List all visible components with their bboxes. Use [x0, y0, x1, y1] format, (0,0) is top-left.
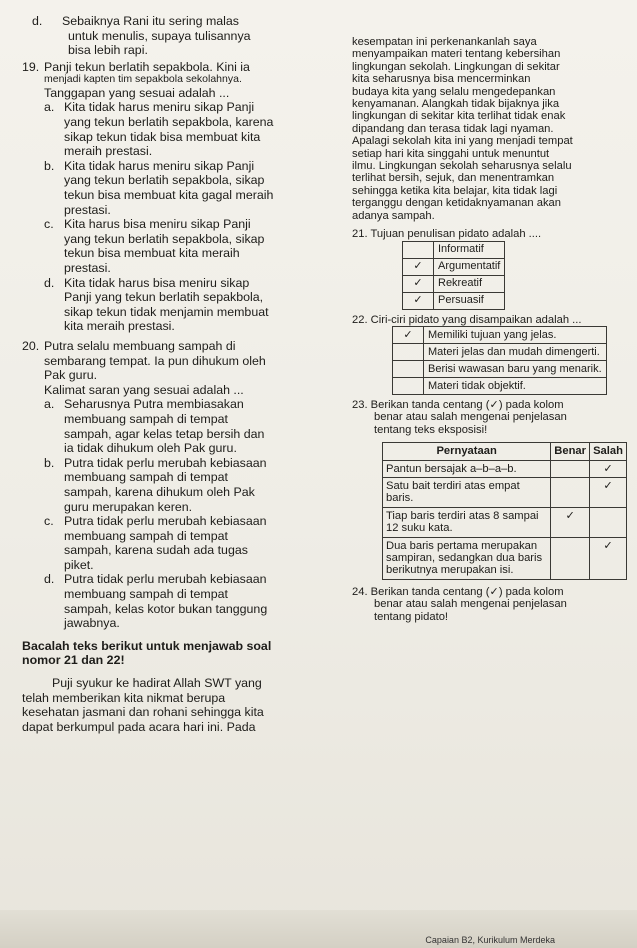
answer-option-b[interactable]: [44, 159, 352, 217]
question-21: [352, 228, 627, 309]
column-header: Benar: [551, 443, 590, 460]
option-line: membuang sampah di tempat: [64, 411, 228, 426]
passage-line: adanya sampah.: [352, 209, 435, 222]
answer-option-d[interactable]: [44, 276, 352, 334]
question-number: 22.: [352, 313, 368, 326]
question-stem-line: sembarang tempat. Ia pun dihukum oleh: [44, 353, 266, 368]
answer-option-a[interactable]: [44, 397, 352, 455]
option-line: bisa lebih rapi.: [68, 43, 148, 58]
passage-line: dipandang dan terasa tidak lagi nyaman.: [352, 122, 554, 135]
option-line: sikap tekun tidak menjamin membuat: [64, 304, 269, 319]
question-stem: Tujuan penulisan pidato adalah ....: [370, 228, 542, 241]
passage-line: lingkungan sekolah. Lingkungan di sekitar: [352, 60, 560, 73]
speech-passage-start: [22, 676, 352, 734]
option-label: d.: [44, 572, 55, 587]
answer-choice-row[interactable]: [393, 360, 607, 377]
table-row: [383, 537, 627, 579]
speech-passage-continued: [352, 36, 627, 222]
checkbox-cell[interactable]: ✓: [403, 275, 434, 292]
option-line: untuk menulis, supaya tulisannya: [68, 28, 251, 43]
option-line: yang tekun berlatih sepakbola, sikap: [64, 231, 265, 246]
answer-option-c[interactable]: [44, 514, 352, 572]
option-line: ia tidak dihukum oleh Pak guru.: [64, 441, 237, 456]
checkbox-cell[interactable]: [393, 360, 424, 377]
option-label: c.: [44, 217, 54, 232]
passage-line: lingkungan di sekitar kita terlihat tidak enak: [352, 110, 566, 123]
table-row: [383, 460, 627, 477]
option-line: guru merupakan keren.: [64, 499, 193, 514]
column-header: Pernyataan: [383, 443, 551, 460]
question-stem-line: Pak guru.: [44, 368, 98, 383]
option-label: d.: [44, 275, 55, 290]
choice-text: Memiliki tujuan yang jelas.: [424, 326, 607, 343]
benar-cell[interactable]: ✓: [551, 507, 590, 537]
choice-text: Materi tidak objektif.: [424, 377, 607, 394]
choice-text: Materi jelas dan mudah dimengerti.: [424, 343, 607, 360]
option-line: prestasi.: [64, 202, 111, 217]
passage-line: kesempatan ini perkenankanlah saya: [352, 36, 537, 48]
true-false-table: [382, 442, 627, 580]
option-line: meraih prestasi.: [64, 144, 153, 159]
option-label: b.: [44, 455, 55, 470]
answer-choice-row[interactable]: [393, 343, 607, 360]
passage-line: kesehatan jasmani dan rohani sehingga kita: [22, 705, 264, 720]
option-label: b.: [44, 158, 55, 173]
passage-line: Apalagi sekolah kita ini yang menjadi tempat: [352, 135, 573, 148]
checkbox-cell[interactable]: [393, 377, 424, 394]
question-number: 19.: [22, 59, 40, 74]
option-line: sampah, kelas kotor bukan tanggung: [64, 601, 268, 616]
passage-line: kita seharusnya bisa mencerminkan: [352, 73, 531, 86]
question-stem-line: Kalimat saran yang sesuai adalah ...: [44, 382, 244, 397]
passage-line: sehingga ketika kita belajar, kita tidak lagi: [352, 184, 558, 197]
benar-cell[interactable]: [551, 460, 590, 477]
option-line: sikap tekun tidak bisa membuat kita: [64, 129, 261, 144]
question-number: 20.: [22, 338, 40, 353]
answer-option-c[interactable]: [44, 217, 352, 275]
salah-cell[interactable]: ✓: [590, 477, 627, 507]
statement-cell: Satu bait terdiri atas empat baris.: [383, 477, 551, 507]
answer-option-b[interactable]: [44, 456, 352, 514]
answer-choice-row[interactable]: [393, 326, 607, 343]
checkbox-cell[interactable]: ✓: [403, 258, 434, 275]
question-stem-line: menjadi kapten tim sepakbola sekolahnya.: [44, 73, 242, 86]
answer-choice-row[interactable]: [403, 275, 505, 292]
question-18-option-d: [22, 14, 352, 58]
question-stem-line: Tanggapan yang sesuai adalah ...: [44, 85, 230, 100]
option-line: Panji yang tekun berlatih sepakbola,: [64, 290, 264, 305]
option-label: a.: [44, 397, 55, 412]
question-stem-line: tentang teks eksposisi!: [374, 423, 488, 436]
question-22: [352, 314, 627, 395]
option-line: yang tekun berlatih sepakbola, karena: [64, 115, 274, 130]
checkbox-cell[interactable]: ✓: [393, 326, 424, 343]
option-line: sampah, karena dihukum oleh Pak: [64, 484, 255, 499]
option-line: Seharusnya Putra membiasakan: [64, 397, 244, 412]
option-line: Putra tidak perlu merubah kebiasaan: [64, 572, 267, 587]
answer-choice-row[interactable]: [403, 292, 505, 309]
question-stem-line: tentang pidato!: [374, 610, 449, 623]
table-row: [383, 507, 627, 537]
page-footer: Capaian B2, Kurikulum Merdeka: [425, 935, 555, 945]
question-24: [352, 586, 627, 623]
table-header-row: [383, 443, 627, 460]
option-line: membuang sampah di tempat: [64, 528, 228, 543]
option-line: Kita tidak harus bisa meniru sikap: [64, 275, 250, 290]
option-line: Kita tidak harus meniru sikap Panji: [64, 100, 255, 115]
reading-instruction: [22, 639, 352, 668]
option-line: membuang sampah di tempat: [64, 470, 228, 485]
option-line: piket.: [64, 557, 94, 572]
option-line: sampah, karena sudah ada tugas: [64, 543, 248, 558]
checkbox-cell[interactable]: [393, 343, 424, 360]
salah-cell[interactable]: ✓: [590, 460, 627, 477]
option-line: Putra tidak perlu merubah kebiasaan: [64, 514, 267, 529]
question-stem-line: Berikan tanda centang (✓) pada kolom: [370, 398, 564, 411]
option-label: d.: [32, 14, 43, 28]
passage-line: Puji syukur ke hadirat Allah SWT yang: [52, 676, 262, 691]
choice-text: Berisi wawasan baru yang menarik.: [424, 360, 607, 377]
option-line: jawabnya.: [64, 616, 120, 631]
answer-choice-row[interactable]: [393, 377, 607, 394]
passage-line: dapat berkumpul pada acara hari ini. Pada: [22, 719, 256, 734]
question-stem-line: Panji tekun berlatih sepakbola. Kini ia: [44, 59, 250, 74]
question-number: 21.: [352, 228, 368, 241]
option-line: prestasi.: [64, 261, 111, 275]
answer-choice-table: [392, 326, 607, 395]
passage-line: terlihat bersih, sejuk, dan menentramkan: [352, 172, 555, 185]
answer-option-a[interactable]: [44, 100, 352, 158]
salah-cell[interactable]: ✓: [590, 537, 627, 579]
instruction-line: Bacalah teks berikut untuk menjawab soal: [22, 638, 272, 653]
option-line: Sebaiknya Rani itu sering malas: [62, 14, 240, 28]
option-label: c.: [44, 514, 54, 529]
choice-text: Rekreatif: [434, 275, 505, 292]
question-stem-line: Berikan tanda centang (✓) pada kolom: [370, 585, 564, 598]
passage-line: menyampaikan materi tentang kebersihan: [352, 48, 561, 61]
option-line: tekun bisa membuat kita meraih: [64, 246, 240, 261]
passage-line: kenyamanan. Alangkah tidak bijaknya jika: [352, 98, 560, 111]
question-stem-line: Putra selalu membuang sampah di: [44, 338, 236, 353]
passage-line: budaya kita yang selalu mengedepankan: [352, 85, 556, 98]
passage-line: telah memberikan kita nikmat berupa: [22, 690, 226, 705]
column-header: Salah: [590, 443, 627, 460]
option-line: Putra tidak perlu merubah kebiasaan: [64, 455, 267, 470]
question-number: 23.: [352, 398, 368, 411]
checkbox-cell[interactable]: [403, 241, 434, 258]
right-column: [352, 36, 627, 623]
statement-cell: Dua baris pertama merupakan sampiran, sedangkan dua baris berikutnya merupakan isi.: [383, 537, 551, 579]
salah-cell[interactable]: [590, 507, 627, 537]
table-row: [383, 477, 627, 507]
choice-text: Persuasif: [434, 292, 505, 309]
question-stem-line: benar atau salah mengenai penjelasan: [374, 598, 567, 611]
left-column: [22, 14, 352, 734]
answer-option-d[interactable]: [44, 572, 352, 630]
statement-cell: Tiap baris terdiri atas 8 sampai 12 suku kata.: [383, 507, 551, 537]
option-line: membuang sampah di tempat: [64, 587, 228, 602]
question-19: [22, 60, 352, 334]
option-label: a.: [44, 100, 55, 115]
choice-text: Informatif: [434, 241, 505, 258]
answer-choice-row[interactable]: [403, 241, 505, 258]
option-line: tekun bisa membuat kita gagal meraih: [64, 188, 274, 203]
statement-cell: Pantun bersajak a–b–a–b.: [383, 460, 551, 477]
benar-cell[interactable]: [551, 537, 590, 579]
question-23: [352, 399, 627, 580]
question-20: [22, 339, 352, 631]
question-stem-line: benar atau salah mengenai penjelasan: [374, 411, 567, 424]
option-line: Kita tidak harus meniru sikap Panji: [64, 158, 255, 173]
question-number: 24.: [352, 585, 368, 598]
choice-text: Argumentatif: [434, 258, 505, 275]
passage-line: setiap hari kita singgahi untuk menuntut: [352, 147, 550, 160]
checkbox-cell[interactable]: ✓: [403, 292, 434, 309]
option-line: kita meraih prestasi.: [64, 319, 175, 334]
benar-cell[interactable]: [551, 477, 590, 507]
option-line: Kita harus bisa meniru sikap Panji: [64, 217, 251, 232]
option-line: yang tekun berlatih sepakbola, sikap: [64, 173, 265, 188]
instruction-line: nomor 21 dan 22!: [22, 653, 125, 668]
question-stem: Ciri-ciri pidato yang disampaikan adalah ...: [370, 313, 582, 326]
option-line: sampah, agar kelas tetap bersih dan: [64, 426, 265, 441]
answer-choice-table: [402, 241, 505, 310]
passage-line: ilmu. Lingkungan sekolah seharusnya selalu: [352, 160, 572, 173]
passage-line: terganggu dengan ketidaknyamanan akan: [352, 197, 561, 210]
answer-choice-row[interactable]: [403, 258, 505, 275]
